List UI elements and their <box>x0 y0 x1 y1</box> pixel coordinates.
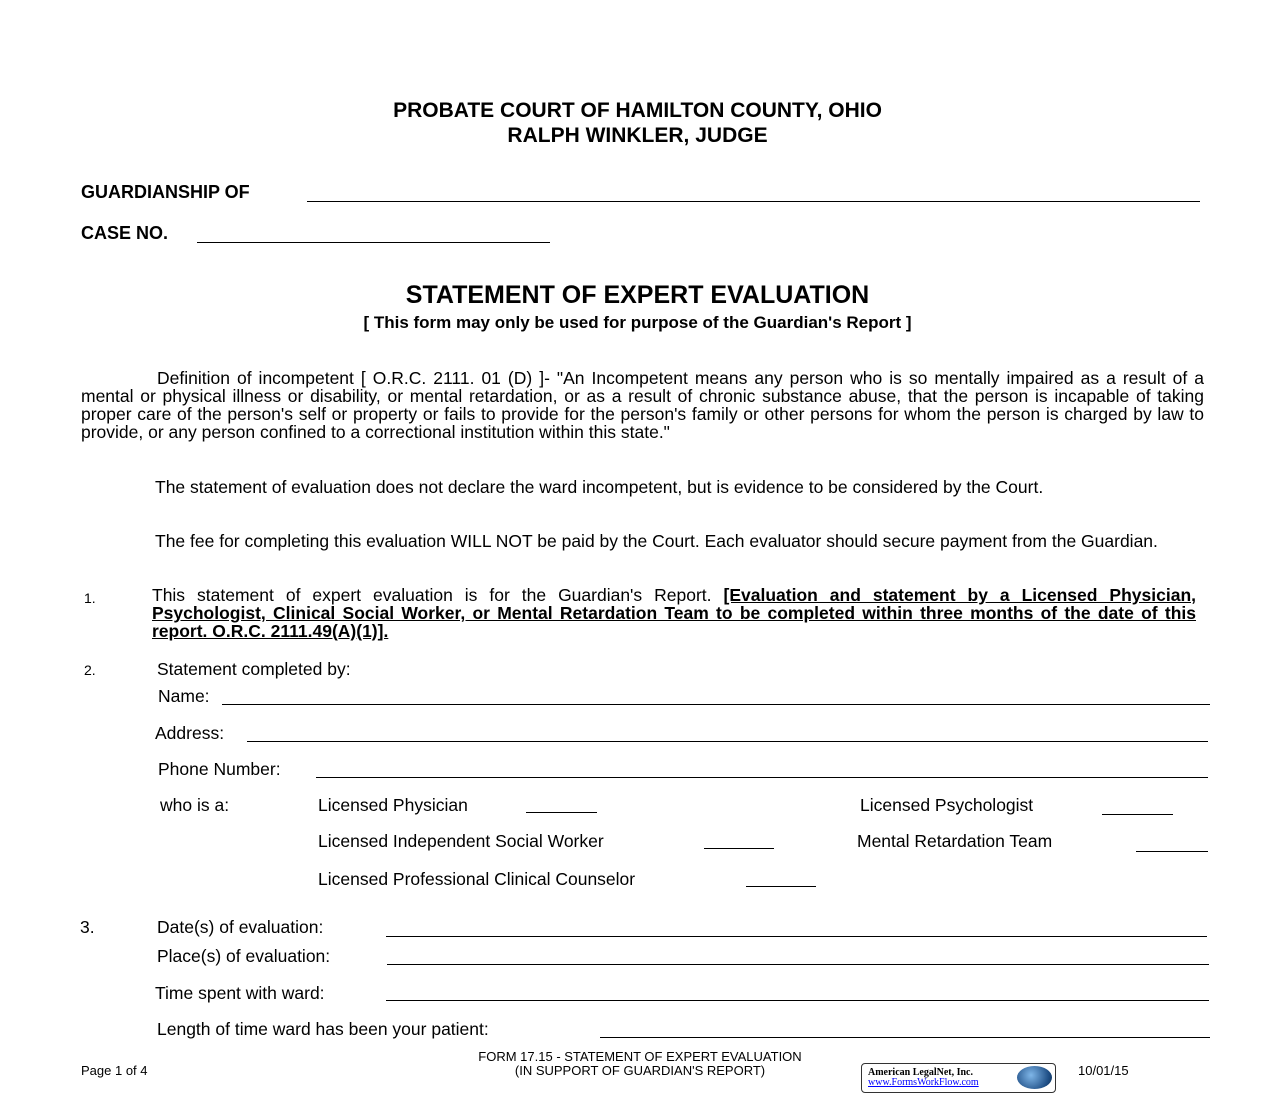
dates-of-evaluation-field[interactable] <box>386 936 1207 937</box>
item-1-requirement: [Evaluation and statement by a Licensed Physician, Psychologist, Clinical Social Worker, or Mental Retardation Team to be completed within three months of the date of this report. O.R.C. 2111.49(A)(1)]. <box>152 585 1196 641</box>
item-1-intro: This statement of expert evaluation is for the Guardian's Report. <box>152 585 712 605</box>
time-spent-field[interactable] <box>386 1000 1209 1001</box>
page-number: Page 1 of 4 <box>81 1063 148 1078</box>
court-name: PROBATE COURT OF HAMILTON COUNTY, OHIO <box>393 99 882 122</box>
phone-field[interactable] <box>316 777 1208 778</box>
american-legalnet-logo[interactable] <box>861 1063 1056 1093</box>
dates-of-evaluation-label: Date(s) of evaluation: <box>157 917 324 937</box>
case-number-label: CASE NO. <box>81 223 169 243</box>
case-number-field[interactable] <box>197 242 550 243</box>
option-mr-team <box>857 831 1052 852</box>
form-number: FORM 17.15 - STATEMENT OF EXPERT EVALUATION <box>478 1049 802 1064</box>
item-3-number: 3. <box>80 917 95 937</box>
option-counselor-label: Licensed Professional Clinical Counselor <box>318 869 636 889</box>
name-field[interactable] <box>222 704 1210 705</box>
logo-company-name: American LegalNet, Inc. <box>868 1067 973 1078</box>
guardianship-field[interactable] <box>307 201 1200 202</box>
places-of-evaluation-field[interactable] <box>387 964 1209 965</box>
who-is-a-label: who is a: <box>160 795 230 815</box>
phone-label: Phone Number: <box>158 759 281 779</box>
option-social-worker-label: Licensed Independent Social Worker <box>318 831 604 851</box>
item-1-text <box>152 586 1196 640</box>
item-2-number: 2. <box>84 662 96 678</box>
social-worker-blank[interactable] <box>704 848 774 849</box>
option-mr-team-label: Mental Retardation Team <box>857 831 1053 851</box>
counselor-blank[interactable] <box>746 886 816 887</box>
address-label: Address: <box>155 723 225 743</box>
evidence-paragraph: The statement of evaluation does not declare the ward incompetent, but is evidence to be considered by the Court. <box>155 477 1044 497</box>
places-of-evaluation-label: Place(s) of evaluation: <box>157 946 331 966</box>
length-of-time-field[interactable] <box>600 1037 1210 1038</box>
form-support-note: (IN SUPPORT OF GUARDIAN'S REPORT) <box>514 1063 766 1078</box>
option-psychologist-label: Licensed Psychologist <box>860 795 1034 815</box>
time-spent-label: Time spent with ward: <box>155 983 325 1003</box>
definition-paragraph: Definition of incompetent [ O.R.C. 2111. 01 (D) ]- "An Incompetent means any person who is so mentally impaired as a result of a mental or physical illness or disability, or mental retardation, or as a result of chronic substance abuse, that the person is incapable of taking proper care of the person's self or property or fails to provide for the person's family or other persons for whom the person is charged by law to provide, or any person confined to a correctional institution within this state." <box>81 368 1204 442</box>
mr-team-blank[interactable] <box>1136 851 1208 852</box>
revision-date: 10/01/15 <box>1078 1063 1129 1078</box>
option-licensed-physician <box>318 795 468 816</box>
option-clinical-counselor <box>318 869 635 890</box>
logo-url-link[interactable]: www.FormsWorkFlow.com <box>868 1077 979 1088</box>
option-physician-label: Licensed Physician <box>318 795 468 815</box>
item-1-number: 1. <box>84 590 96 606</box>
judge-name: RALPH WINKLER, JUDGE <box>507 124 768 147</box>
guardianship-label: GUARDIANSHIP OF <box>81 182 250 202</box>
option-social-worker <box>318 831 604 852</box>
globe-icon <box>1017 1066 1052 1089</box>
name-label: Name: <box>158 686 210 706</box>
option-licensed-psychologist <box>860 795 1033 816</box>
statement-completed-by-label: Statement completed by: <box>157 659 351 679</box>
form-subtitle: [ This form may only be used for purpose of the Guardian's Report ] <box>363 313 912 332</box>
length-of-time-label: Length of time ward has been your patient: <box>157 1019 489 1039</box>
address-field[interactable] <box>247 741 1208 742</box>
form-title: STATEMENT OF EXPERT EVALUATION <box>405 281 870 309</box>
fee-paragraph: The fee for completing this evaluation WILL NOT be paid by the Court. Each evaluator should secure payment from the Guardian. <box>155 531 1158 551</box>
psychologist-blank[interactable] <box>1102 814 1173 815</box>
physician-blank[interactable] <box>526 812 597 813</box>
